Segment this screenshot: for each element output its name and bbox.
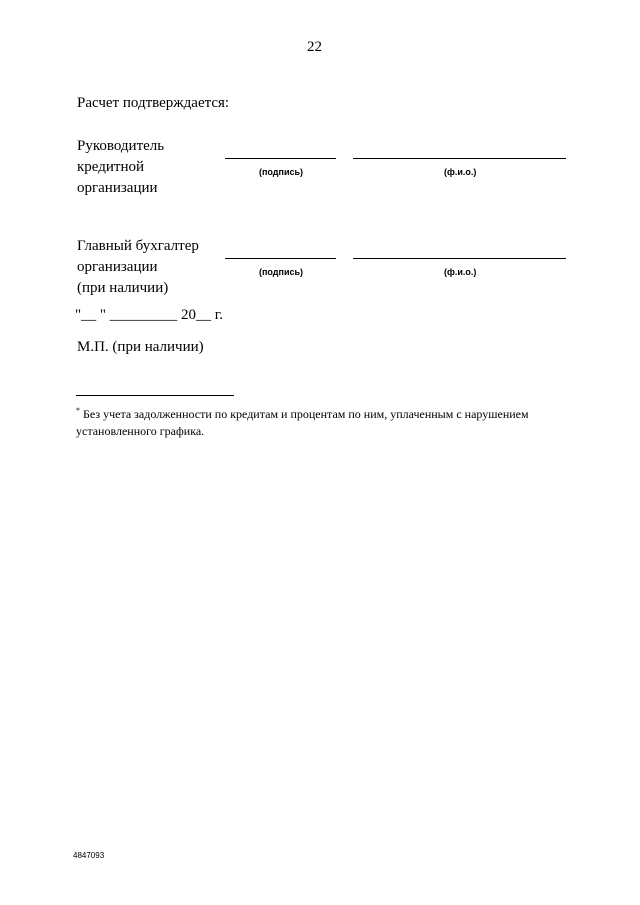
- signature-caption: (подпись): [259, 167, 304, 177]
- confirmation-heading: Расчет подтверждается:: [77, 95, 230, 111]
- role-line: организации: [77, 180, 158, 196]
- footnote-text: Без учета задолженности по кредитам и процентам по ним, уплаченным с нарушением установленного графика.: [76, 407, 529, 438]
- role-line: Главный бухгалтер: [77, 238, 199, 254]
- footnote-separator: [76, 395, 234, 396]
- signature-line: [225, 258, 336, 259]
- footnote-marker: *: [76, 406, 80, 415]
- chief-accountant-label: [77, 236, 227, 299]
- role-line: Руководитель: [77, 138, 165, 154]
- signature-caption: (подпись): [259, 267, 304, 277]
- page-number: 22: [307, 39, 322, 55]
- name-line: [353, 258, 566, 259]
- head-of-credit-organization-label: [77, 136, 227, 199]
- role-line: организации: [77, 259, 158, 275]
- role-line: (при наличии): [77, 280, 169, 296]
- name-caption: (ф.и.о.): [444, 267, 477, 277]
- name-line: [353, 158, 566, 159]
- date-line: "__ " _________ 20__ г.: [75, 307, 223, 323]
- document-code: 4847093: [73, 851, 105, 860]
- stamp-label: М.П. (при наличии): [77, 339, 204, 355]
- signature-line: [225, 158, 336, 159]
- name-caption: (ф.и.о.): [444, 167, 477, 177]
- footnote: [76, 402, 576, 440]
- role-line: кредитной: [77, 159, 145, 175]
